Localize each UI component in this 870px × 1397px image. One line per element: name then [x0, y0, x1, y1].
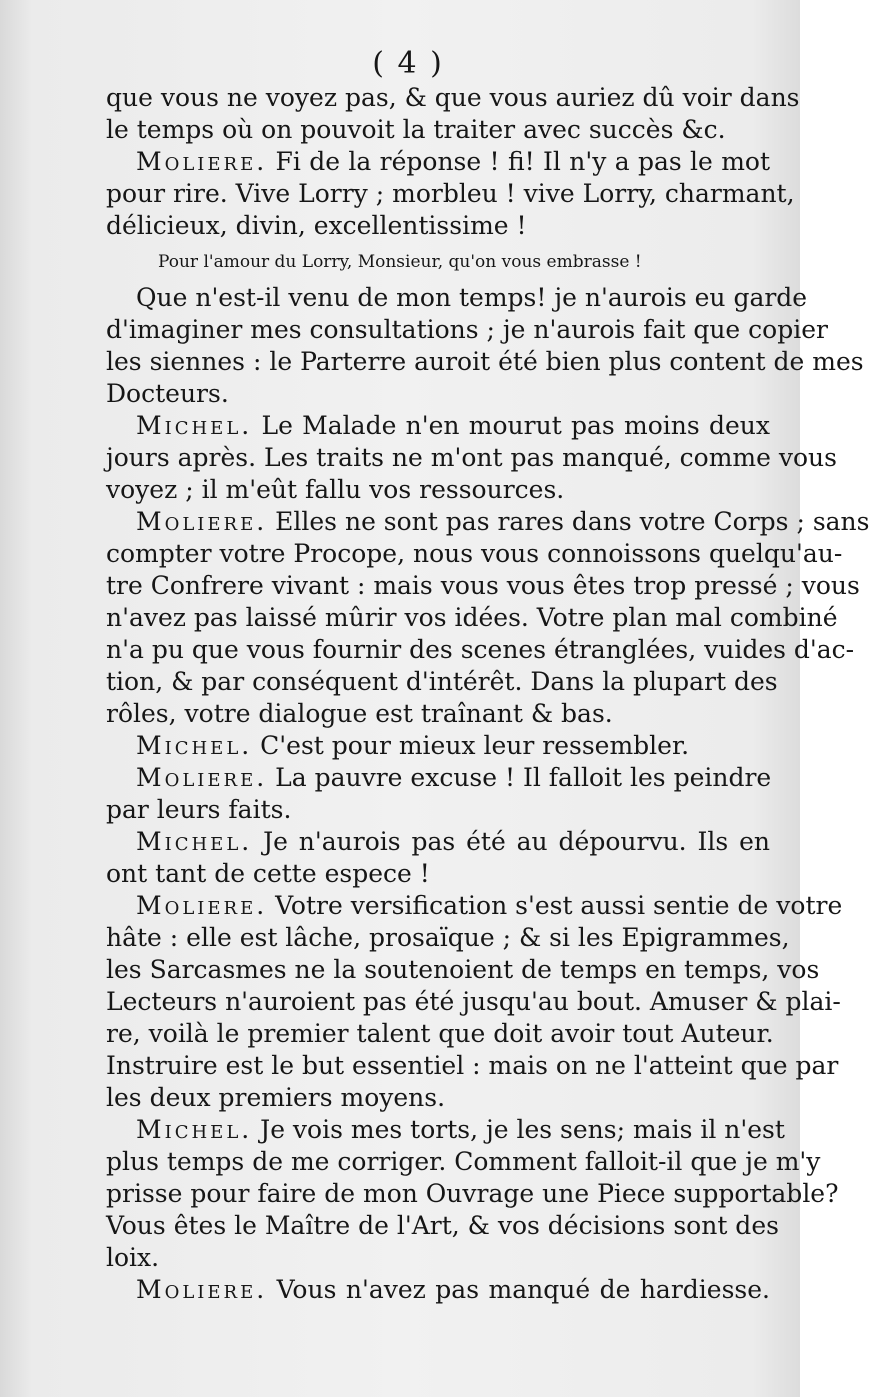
line-text: re, voilà le premier talent que doit avoir tout Auteur.: [106, 1019, 774, 1048]
text-body: [106, 82, 870, 1306]
text-line: [106, 1178, 839, 1210]
line-text: que vous ne voyez pas, & que vous auriez dû voir dans: [106, 83, 800, 112]
line-text: jours après. Les traits ne m'ont pas manqué, comme vous: [106, 443, 837, 472]
text-line: [106, 178, 795, 210]
text-line: [106, 730, 770, 762]
line-text: les deux premiers moyens.: [106, 1083, 446, 1112]
line-text: Docteurs.: [106, 379, 229, 408]
line-text: tre Confrere vivant : mais vous vous êtes trop pressé ; vous: [106, 571, 860, 600]
text-line: [106, 1242, 770, 1274]
text-line: [106, 858, 770, 890]
line-text: délicieux, divin, excellentissime !: [106, 211, 527, 240]
text-line: [106, 1146, 821, 1178]
speaker-name: Moliere.: [136, 1275, 268, 1304]
text-line: [106, 634, 855, 666]
line-text: voyez ; il m'eût fallu vos ressources.: [106, 475, 565, 504]
speaker-name: Michel.: [136, 1115, 253, 1144]
line-text: Fi de la réponse ! fi! Il n'y a pas le mot: [267, 147, 770, 176]
text-line: [106, 890, 843, 922]
text-line: [106, 210, 770, 242]
text-line: [106, 922, 790, 954]
line-text: La pauvre excuse ! Il falloit les peindre: [267, 763, 772, 792]
line-text: Je vois mes torts, je les sens; mais il n'est: [252, 1115, 785, 1144]
line-text: n'avez pas laissé mûrir vos idées. Votre plan mal combiné: [106, 603, 838, 632]
text-line: [106, 114, 770, 146]
text-line: [106, 282, 808, 314]
line-text: tion, & par conséquent d'intérêt. Dans la plupart des: [106, 667, 778, 696]
text-line: [106, 1274, 770, 1306]
quoted-verse: Pour l'amour du Lorry, Monsieur, qu'on vous embrasse !: [158, 252, 642, 272]
text-line: [106, 410, 770, 442]
line-text: les Sarcasmes ne la soutenoient de temps en temps, vos: [106, 955, 820, 984]
text-line: [106, 570, 860, 602]
text-line: [106, 1018, 774, 1050]
line-text: compter votre Procope, nous vous connoissons quelqu'au-: [106, 539, 843, 568]
line-text: hâte : elle est lâche, prosaïque ; & si les Epigrammes,: [106, 923, 790, 952]
line-text: Vous êtes le Maître de l'Art, & vos décisions sont des: [106, 1211, 779, 1240]
text-line: [106, 794, 770, 826]
speaker-name: Moliere.: [136, 891, 268, 920]
line-text: n'a pu que vous fournir des scenes étranglées, vuides d'ac-: [106, 635, 855, 664]
page-number: ( 4 ): [372, 46, 444, 81]
line-text: Votre versification s'est aussi sentie de votre: [267, 891, 843, 920]
text-line: [106, 474, 770, 506]
line-text: par leurs faits.: [106, 795, 292, 824]
text-line: [106, 314, 828, 346]
text-line: [106, 1114, 785, 1146]
text-line: [106, 762, 770, 794]
text-line: [106, 506, 870, 538]
line-text: plus temps de me corriger. Comment falloit-il que je m'y: [106, 1147, 821, 1176]
line-text: les siennes : le Parterre auroit été bien plus content de mes: [106, 347, 864, 376]
text-line: [106, 146, 770, 178]
line-text: Vous n'avez pas manqué de hardiesse.: [267, 1275, 770, 1304]
text-line: [106, 666, 778, 698]
text-line: [106, 1210, 779, 1242]
line-text: Le Malade n'en mourut pas moins deux: [252, 411, 770, 440]
line-text: rôles, votre dialogue est traînant & bas.: [106, 699, 613, 728]
speaker-name: Michel.: [136, 411, 253, 440]
line-text: pour rire. Vive Lorry ; morbleu ! vive Lorry, charmant,: [106, 179, 795, 208]
line-text: loix.: [106, 1243, 160, 1272]
text-line: [106, 826, 770, 858]
line-text: Instruire est le but essentiel : mais on ne l'atteint que par: [106, 1051, 839, 1080]
line-text: C'est pour mieux leur ressembler.: [252, 731, 690, 760]
line-text: Que n'est-il venu de mon temps! je n'aurois eu garde: [136, 283, 808, 312]
text-line: [106, 442, 837, 474]
speaker-name: Michel.: [136, 827, 253, 856]
text-line: [106, 378, 770, 410]
line-text: prisse pour faire de mon Ouvrage une Piece supportable?: [106, 1179, 839, 1208]
text-line: [106, 954, 820, 986]
line-text: Elles ne sont pas rares dans votre Corps ; sans: [267, 507, 870, 536]
text-line: [106, 82, 800, 114]
text-line: [106, 538, 843, 570]
text-line: [106, 1050, 839, 1082]
text-line: [106, 602, 838, 634]
text-line: [106, 698, 770, 730]
speaker-name: Moliere.: [136, 763, 268, 792]
line-text: le temps où on pouvoit la traiter avec succès &c.: [106, 115, 726, 144]
line-text: Lecteurs n'auroient pas été jusqu'au bout. Amuser & plai-: [106, 987, 841, 1016]
speaker-name: Moliere.: [136, 147, 268, 176]
text-line: [106, 346, 864, 378]
text-line: [106, 986, 841, 1018]
line-text: Je n'aurois pas été au dépourvu. Ils en: [252, 827, 770, 856]
line-text: d'imaginer mes consultations ; je n'aurois fait que copier: [106, 315, 828, 344]
line-text: ont tant de cette espece !: [106, 859, 430, 888]
speaker-name: Michel.: [136, 731, 253, 760]
speaker-name: Moliere.: [136, 507, 268, 536]
text-line: [106, 1082, 770, 1114]
